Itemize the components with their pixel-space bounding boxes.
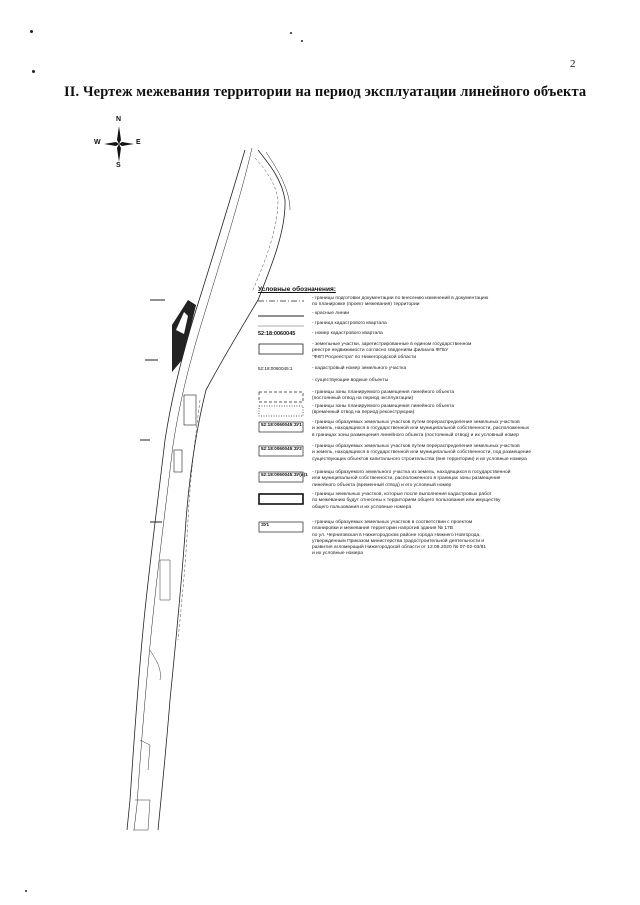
legend-symbol-dashdot-line <box>258 296 306 308</box>
legend-heading: Условные обозначения: <box>258 286 336 293</box>
legend-item-text: - красные линии <box>312 311 350 316</box>
legend-symbol-code: ЗУ1 <box>261 522 270 527</box>
legend-item-text: - границы образуемых земельных участков путем перераспределения земельных участков и земель, находящихся в государственной или муниципальной собственности, под размещение существующих объектов капитального строительства (вне территории) и их условные номера <box>312 444 532 462</box>
legend-item-text: - границы образуемого земельного участка из земель, находящихся в государственной или муниципальной собственности, расположенного в границах зоны размещения линейного объекта (временный отвод) и его условный номер <box>312 470 511 488</box>
legend-item-text: - существующие водные объекты <box>312 378 389 383</box>
legend-item-text: - земельные участки, зарегистрированные в едином государственном реестре недвижимости согласно сведениям филиала ФГБУ "ФКП Росреестра" по Нижегородской области <box>312 342 472 360</box>
compass-west-label: W <box>94 139 101 146</box>
legend-symbol-code-box <box>258 420 306 432</box>
legend-symbol-dash-box <box>258 390 306 402</box>
map-outline-east <box>158 150 290 830</box>
legend-symbol-code: 52:18:0060045 <box>258 331 296 337</box>
map-details <box>133 560 170 830</box>
legend-symbol-none <box>258 378 306 390</box>
legend-item-text: - границы подготовки документации по внесению изменений в документацию по планировке (проект межевания) территории <box>312 296 489 308</box>
legend-symbol-code-box <box>258 470 306 482</box>
legend-symbol-box <box>258 342 306 354</box>
legend-symbol-dot-box <box>258 404 306 416</box>
legend-symbol-code: 52:18:0060045:ЗУ(в)1 <box>261 472 308 477</box>
legend-item-text: - границы земельных участков, которые после выполнения кадастровых работ по межеванию будут отнесены к территориям общего пользования или имуществу общего пользования и их условные номера <box>312 492 501 510</box>
legend-symbol-bold-box <box>258 492 306 504</box>
map-leader-lines <box>140 300 165 522</box>
map-outline-west <box>127 148 252 830</box>
page-number: 2 <box>570 58 576 70</box>
page-title: II. Чертеж межевания территории на период эксплуатации линейного объекта <box>64 84 587 100</box>
legend-item-text: - границы образуемых земельных участков в соответствии с проектом планировки и межевания территории напротив здания № 17В по ул. Черниговская в Нижегородском районе города Нижнего Новгорода, утвержденным Приказом министерства градостроительной деятельности и развития агломераций Нижегородской области от 12.09.2020 № 07-02-03/81 и их условные номера <box>312 520 487 557</box>
legend-item-text: - кадастровый номер земельного участка <box>312 366 407 371</box>
legend-item-text: - граница кадастрового квартала <box>312 321 387 326</box>
legend-symbol-code-box <box>258 520 306 532</box>
compass-east-label: E <box>136 139 141 146</box>
legend-symbol-code: 52:18:0060045:1 <box>258 366 293 371</box>
compass-south-label: S <box>116 162 121 169</box>
legend-symbol-code-small <box>258 366 306 378</box>
legend-item-text: - номер кадастрового квартала <box>312 331 383 336</box>
legend-symbol-code-box <box>258 444 306 456</box>
legend-item-text: - границы зоны планируемого размещения линейного объекта (постоянный отвод на период эксплуатации) <box>312 390 455 402</box>
legend-symbol-code: 52:18:0060045:ЗУ2 <box>261 446 302 451</box>
legend-item-text: - границы образуемых земельных участков путем перераспределения земельных участков и земель, находящихся в государственной или муниципальной собственности, расположенных в границах зоны размещения линейного объекта (постоянный отвод) и их условный номер <box>312 420 530 438</box>
legend-item-text: - границы зоны планируемого размещения линейного объекта (временный отвод на период реконструкции) <box>312 404 455 416</box>
compass-north-label: N <box>116 116 122 123</box>
legend-symbol-code: 52:18:0060045:ЗУ1 <box>261 422 302 427</box>
